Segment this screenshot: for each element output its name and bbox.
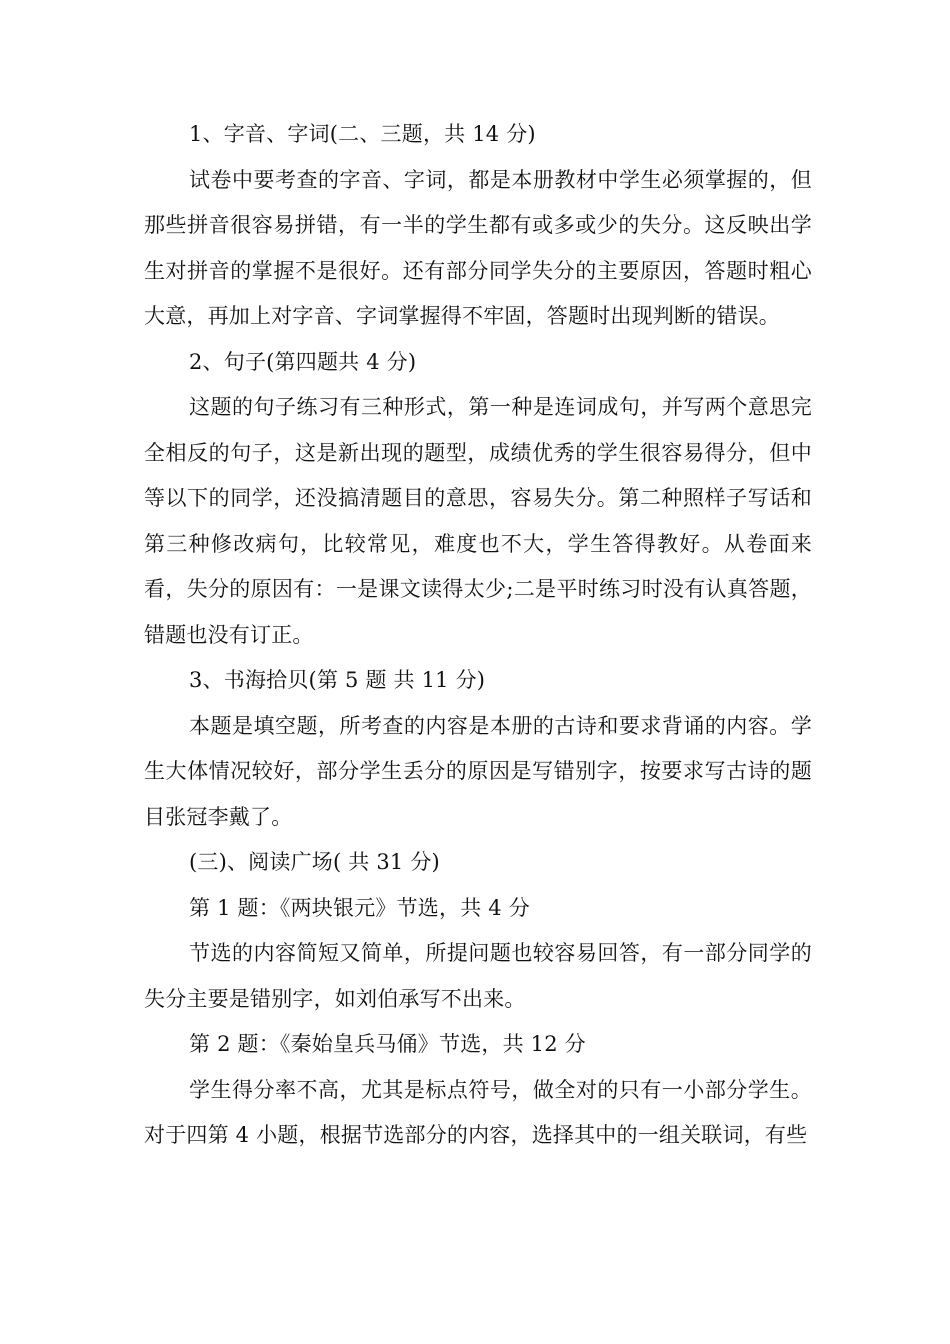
document-body [144,112,812,1159]
paragraph-1: 试卷中要考查的字音、字词，都是本册教材中学生必须掌握的，但那些拼音很容易拼错，有一半的学生都有或多或少的失分。这反映出学生对拼音的掌握不是很好。还有部分同学失分的主要原因，答题时粗心大意，再加上对字音、字词掌握得不牢固，答题时出现判断的错误。 [144,167,812,328]
paragraph-4: 节选的内容简短又简单，所提问题也较容易回答，有一部分同学的失分主要是错别字，如刘伯承写不出来。 [144,941,812,1011]
paragraph-5: 学生得分率不高，尤其是标点符号，做全对的只有一小部分学生。对于四第 4 小题，根据节选部分的内容，选择其中的一组关联词，有些 [144,1077,812,1147]
paragraph-2: 这题的句子练习有三种形式，第一种是连词成句，并写两个意思完全相反的句子，这是新出现的题型，成绩优秀的学生很容易得分，但中等以下的同学，还没搞清题目的意思，容易失分。第二种照样子写话和第三种修改病句，比较常见，难度也不大，学生答得教好。从卷面来看，失分的原因有：一是课文读得太少;二是平时练习时没有认真答题，错题也没有订正。 [144,395,812,647]
question-heading-1: 第 1 题：《两块银元》节选，共 4 分 [189,895,530,920]
section-heading-3: 3、书海拾贝(第 5 题 共 11 分) [189,668,486,692]
section-heading-reading: (三)、阅读广场( 共 31 分) [189,850,440,874]
question-heading-2: 第 2 题：《秦始皇兵马俑》节选，共 12 分 [189,1032,586,1056]
section-heading-2: 2、句子(第四题共 4 分) [189,349,417,374]
paragraph-3: 本题是填空题，所考查的内容是本册的古诗和要求背诵的内容。学生大体情况较好，部分学生丢分的原因是写错别字，按要求写古诗的题目张冠李戴了。 [144,713,812,829]
section-heading-1: 1、字音、字词(二、三题，共 14 分) [189,122,536,146]
